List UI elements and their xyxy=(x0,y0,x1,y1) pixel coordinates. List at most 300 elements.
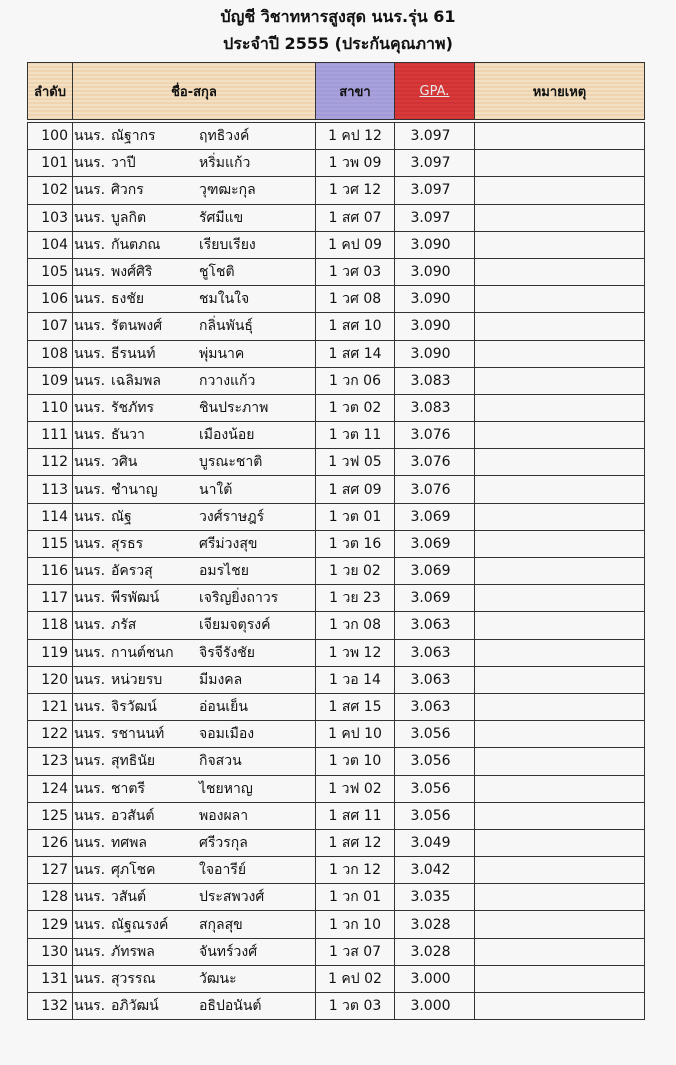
last-name: บูรณะชาติ xyxy=(199,454,263,471)
table-row xyxy=(28,639,645,666)
name-prefix: นนร. xyxy=(74,427,106,444)
row-name xyxy=(73,857,316,884)
row-name xyxy=(73,150,316,177)
row-name xyxy=(73,313,316,340)
table-row xyxy=(28,177,645,204)
row-name xyxy=(73,938,316,965)
row-name xyxy=(73,884,316,911)
name-prefix: นนร. xyxy=(74,699,106,716)
row-number: 117 xyxy=(28,585,73,612)
table-row xyxy=(28,476,645,503)
row-number: 109 xyxy=(28,367,73,394)
last-name: กลิ่นพันธุ์ xyxy=(199,318,253,335)
row-name xyxy=(73,993,316,1020)
row-branch: 1 วศ 08 xyxy=(316,286,395,313)
row-remark xyxy=(475,558,645,585)
first-name: ณัฐ xyxy=(111,508,132,525)
row-number: 112 xyxy=(28,449,73,476)
row-gpa: 3.042 xyxy=(395,857,475,884)
row-gpa: 3.097 xyxy=(395,204,475,231)
row-name xyxy=(73,639,316,666)
last-name: วุฑฒะกุล xyxy=(199,182,256,199)
row-number: 131 xyxy=(28,965,73,992)
row-branch: 1 สศ 07 xyxy=(316,204,395,231)
row-remark xyxy=(475,394,645,421)
table-row xyxy=(28,802,645,829)
row-remark xyxy=(475,829,645,856)
last-name: เจียมจตุรงค์ xyxy=(199,617,271,634)
row-number: 132 xyxy=(28,993,73,1020)
first-name: อภิวัฒน์ xyxy=(111,998,159,1015)
table-row xyxy=(28,857,645,884)
row-number: 118 xyxy=(28,612,73,639)
row-name xyxy=(73,721,316,748)
row-gpa: 3.028 xyxy=(395,938,475,965)
row-gpa: 3.056 xyxy=(395,775,475,802)
last-name: อมรไชย xyxy=(199,563,249,580)
last-name: ประสพวงศ์ xyxy=(199,889,265,906)
table-row xyxy=(28,612,645,639)
row-remark xyxy=(475,693,645,720)
last-name: ศรีม่วงสุข xyxy=(199,535,258,552)
row-name xyxy=(73,340,316,367)
row-name xyxy=(73,666,316,693)
row-gpa: 3.090 xyxy=(395,286,475,313)
row-remark xyxy=(475,585,645,612)
row-branch: 1 วต 01 xyxy=(316,503,395,530)
table-header xyxy=(28,63,645,123)
first-name: พงศ์ศิริ xyxy=(111,264,153,281)
row-name xyxy=(73,449,316,476)
table-row xyxy=(28,911,645,938)
row-remark xyxy=(475,748,645,775)
header-remark: หมายเหตุ xyxy=(475,63,645,120)
table-row xyxy=(28,394,645,421)
row-gpa: 3.083 xyxy=(395,367,475,394)
name-prefix: นนร. xyxy=(74,726,106,743)
row-branch: 1 คป 09 xyxy=(316,231,395,258)
row-branch: 1 วต 11 xyxy=(316,422,395,449)
row-branch: 1 สศ 12 xyxy=(316,829,395,856)
name-prefix: นนร. xyxy=(74,209,106,226)
row-remark xyxy=(475,258,645,285)
row-branch: 1 สศ 11 xyxy=(316,802,395,829)
row-number: 125 xyxy=(28,802,73,829)
row-name xyxy=(73,177,316,204)
first-name: ภรัส xyxy=(111,617,137,634)
row-branch: 1 วต 03 xyxy=(316,993,395,1020)
name-prefix: นนร. xyxy=(74,590,106,607)
first-name: สุรธร xyxy=(111,535,144,552)
table-row xyxy=(28,748,645,775)
table-row xyxy=(28,775,645,802)
first-name: ภัทรพล xyxy=(111,943,155,960)
first-name: รัตนพงศ์ xyxy=(111,318,163,335)
first-name: วศิน xyxy=(111,454,138,471)
document-subtitle: ประจำปี 2555 (ประกันคุณภาพ) xyxy=(223,34,453,53)
row-branch: 1 วก 12 xyxy=(316,857,395,884)
row-gpa: 3.097 xyxy=(395,177,475,204)
row-remark xyxy=(475,802,645,829)
row-gpa: 3.083 xyxy=(395,394,475,421)
name-prefix: นนร. xyxy=(74,617,106,634)
row-gpa: 3.069 xyxy=(395,503,475,530)
row-number: 116 xyxy=(28,558,73,585)
row-name xyxy=(73,558,316,585)
row-name xyxy=(73,965,316,992)
table-row xyxy=(28,258,645,285)
row-remark xyxy=(475,204,645,231)
first-name: ชำนาญ xyxy=(111,481,158,498)
row-branch: 1 สศ 15 xyxy=(316,693,395,720)
row-name xyxy=(73,503,316,530)
row-number: 124 xyxy=(28,775,73,802)
last-name: จิรจีรังชัย xyxy=(199,644,255,661)
row-remark xyxy=(475,965,645,992)
name-prefix: นนร. xyxy=(74,345,106,362)
name-prefix: นนร. xyxy=(74,563,106,580)
row-gpa: 3.000 xyxy=(395,993,475,1020)
last-name: นาใต้ xyxy=(199,481,233,498)
last-name: ชมในใจ xyxy=(199,291,250,308)
row-gpa: 3.063 xyxy=(395,693,475,720)
row-remark xyxy=(475,367,645,394)
first-name: วสันต์ xyxy=(111,889,147,906)
first-name: ศิวกร xyxy=(111,182,144,199)
row-number: 110 xyxy=(28,394,73,421)
last-name: เจริญยิ่งถาวร xyxy=(199,590,279,607)
first-name: สุวรรณ xyxy=(111,970,156,987)
first-name: ชาตรี xyxy=(111,780,145,797)
row-number: 113 xyxy=(28,476,73,503)
name-prefix: นนร. xyxy=(74,372,106,389)
row-name xyxy=(73,775,316,802)
row-name xyxy=(73,612,316,639)
table-row xyxy=(28,884,645,911)
first-name: ธันวา xyxy=(111,427,145,444)
first-name: ณัฐากร xyxy=(111,128,156,145)
name-prefix: นนร. xyxy=(74,481,106,498)
row-remark xyxy=(475,123,645,150)
row-number: 122 xyxy=(28,721,73,748)
row-number: 100 xyxy=(28,123,73,150)
row-gpa: 3.063 xyxy=(395,666,475,693)
name-prefix: นนร. xyxy=(74,318,106,335)
table-row xyxy=(28,313,645,340)
row-name xyxy=(73,123,316,150)
row-number: 111 xyxy=(28,422,73,449)
table-row xyxy=(28,721,645,748)
row-remark xyxy=(475,530,645,557)
last-name: อ่อนเย็น xyxy=(199,699,248,716)
last-name: พองผลา xyxy=(199,807,249,824)
table-row xyxy=(28,829,645,856)
row-name xyxy=(73,911,316,938)
table-row xyxy=(28,123,645,150)
name-prefix: นนร. xyxy=(74,236,106,253)
first-name: ศุภโชค xyxy=(111,862,156,879)
row-number: 123 xyxy=(28,748,73,775)
last-name: รัศมีแข xyxy=(199,209,244,226)
row-gpa: 3.097 xyxy=(395,150,475,177)
row-remark xyxy=(475,286,645,313)
row-remark xyxy=(475,422,645,449)
name-prefix: นนร. xyxy=(74,780,106,797)
row-name xyxy=(73,258,316,285)
last-name: พุ่มนาค xyxy=(199,345,245,362)
table-row xyxy=(28,204,645,231)
row-gpa: 3.056 xyxy=(395,721,475,748)
last-name: กิจสวน xyxy=(199,753,242,770)
row-remark xyxy=(475,503,645,530)
last-name: มีมงคล xyxy=(199,671,243,688)
row-gpa: 3.090 xyxy=(395,313,475,340)
row-branch: 1 วส 07 xyxy=(316,938,395,965)
row-number: 108 xyxy=(28,340,73,367)
name-prefix: นนร. xyxy=(74,834,106,851)
first-name: เฉลิมพล xyxy=(111,372,161,389)
row-remark xyxy=(475,721,645,748)
row-branch: 1 สศ 14 xyxy=(316,340,395,367)
table-row xyxy=(28,530,645,557)
table-row xyxy=(28,585,645,612)
row-remark xyxy=(475,666,645,693)
last-name: ชินประภาพ xyxy=(199,399,269,416)
table-row xyxy=(28,965,645,992)
name-prefix: นนร. xyxy=(74,807,106,824)
first-name: หน่วยรบ xyxy=(111,671,163,688)
row-branch: 1 วฟ 02 xyxy=(316,775,395,802)
first-name: รชานนท์ xyxy=(111,726,165,743)
row-branch: 1 วก 10 xyxy=(316,911,395,938)
row-branch: 1 สศ 09 xyxy=(316,476,395,503)
row-remark xyxy=(475,150,645,177)
table-row xyxy=(28,693,645,720)
first-name: ธีรนนท์ xyxy=(111,345,156,362)
row-gpa: 3.069 xyxy=(395,585,475,612)
row-remark xyxy=(475,449,645,476)
row-branch: 1 วก 01 xyxy=(316,884,395,911)
row-remark xyxy=(475,177,645,204)
row-number: 126 xyxy=(28,829,73,856)
row-remark xyxy=(475,612,645,639)
last-name: สกุลสุข xyxy=(199,916,243,933)
document-title: บัญชี วิชาทหารสูงสุด นนร.รุ่น 61 xyxy=(220,7,456,26)
row-gpa: 3.028 xyxy=(395,911,475,938)
row-name xyxy=(73,394,316,421)
table-row xyxy=(28,340,645,367)
first-name: ณัฐณรงค์ xyxy=(111,916,169,933)
row-branch: 1 วศ 12 xyxy=(316,177,395,204)
row-gpa: 3.069 xyxy=(395,558,475,585)
row-name xyxy=(73,693,316,720)
last-name: กวางแก้ว xyxy=(199,372,256,389)
row-branch: 1 คป 10 xyxy=(316,721,395,748)
row-branch: 1 วพ 09 xyxy=(316,150,395,177)
last-name: จอมเมือง xyxy=(199,726,255,743)
header-no: ลำดับ xyxy=(28,63,73,120)
row-gpa: 3.090 xyxy=(395,340,475,367)
row-name xyxy=(73,802,316,829)
row-branch: 1 คป 02 xyxy=(316,965,395,992)
row-branch: 1 วก 06 xyxy=(316,367,395,394)
row-name xyxy=(73,422,316,449)
table-row xyxy=(28,422,645,449)
row-gpa: 3.000 xyxy=(395,965,475,992)
row-gpa: 3.035 xyxy=(395,884,475,911)
name-prefix: นนร. xyxy=(74,508,106,525)
row-remark xyxy=(475,775,645,802)
row-gpa: 3.049 xyxy=(395,829,475,856)
row-gpa: 3.097 xyxy=(395,123,475,150)
name-prefix: นนร. xyxy=(74,916,106,933)
row-gpa: 3.076 xyxy=(395,422,475,449)
table-row xyxy=(28,150,645,177)
row-gpa: 3.063 xyxy=(395,639,475,666)
row-gpa: 3.056 xyxy=(395,802,475,829)
name-prefix: นนร. xyxy=(74,970,106,987)
row-number: 101 xyxy=(28,150,73,177)
last-name: ใจอารีย์ xyxy=(199,862,247,879)
header-branch: สาขา xyxy=(316,63,395,120)
row-remark xyxy=(475,938,645,965)
first-name: สุทธินัย xyxy=(111,753,156,770)
row-gpa: 3.063 xyxy=(395,612,475,639)
name-prefix: นนร. xyxy=(74,862,106,879)
row-number: 127 xyxy=(28,857,73,884)
table-row xyxy=(28,449,645,476)
header-gpa: GPA. xyxy=(395,63,475,120)
last-name: ฤทธิวงค์ xyxy=(199,128,250,145)
row-gpa: 3.090 xyxy=(395,258,475,285)
name-prefix: นนร. xyxy=(74,454,106,471)
first-name: ทศพล xyxy=(111,834,147,851)
row-number: 129 xyxy=(28,911,73,938)
name-prefix: นนร. xyxy=(74,399,106,416)
last-name: เรียบเรียง xyxy=(199,236,256,253)
last-name: วัฒนะ xyxy=(199,970,237,987)
name-prefix: นนร. xyxy=(74,644,106,661)
row-branch: 1 วย 02 xyxy=(316,558,395,585)
row-remark xyxy=(475,884,645,911)
row-number: 120 xyxy=(28,666,73,693)
first-name: จิรวัฒน์ xyxy=(111,699,157,716)
table-row xyxy=(28,666,645,693)
last-name: อธิปอนันต์ xyxy=(199,998,262,1015)
row-branch: 1 วพ 12 xyxy=(316,639,395,666)
name-prefix: นนร. xyxy=(74,155,106,172)
row-name xyxy=(73,286,316,313)
name-prefix: นนร. xyxy=(74,182,106,199)
first-name: บูลกิต xyxy=(111,209,147,226)
first-name: อัครวสุ xyxy=(111,563,153,580)
row-number: 103 xyxy=(28,204,73,231)
row-branch: 1 สศ 10 xyxy=(316,313,395,340)
name-prefix: นนร. xyxy=(74,535,106,552)
row-branch: 1 คป 12 xyxy=(316,123,395,150)
name-prefix: นนร. xyxy=(74,291,106,308)
row-remark xyxy=(475,340,645,367)
row-branch: 1 วต 16 xyxy=(316,530,395,557)
last-name: เมืองน้อย xyxy=(199,427,255,444)
table-body xyxy=(28,123,645,1020)
name-prefix: นนร. xyxy=(74,998,106,1015)
last-name: ไชยหาญ xyxy=(199,780,253,797)
ranking-table xyxy=(27,62,645,1020)
row-branch: 1 วต 10 xyxy=(316,748,395,775)
row-branch: 1 วต 02 xyxy=(316,394,395,421)
row-gpa: 3.056 xyxy=(395,748,475,775)
table-row xyxy=(28,367,645,394)
row-name xyxy=(73,231,316,258)
row-branch: 1 วย 23 xyxy=(316,585,395,612)
name-prefix: นนร. xyxy=(74,671,106,688)
row-gpa: 3.090 xyxy=(395,231,475,258)
row-name xyxy=(73,204,316,231)
row-gpa: 3.069 xyxy=(395,530,475,557)
table-row xyxy=(28,286,645,313)
first-name: กันตภณ xyxy=(111,236,161,253)
row-number: 114 xyxy=(28,503,73,530)
table-row xyxy=(28,938,645,965)
row-name xyxy=(73,748,316,775)
row-number: 102 xyxy=(28,177,73,204)
header-name: ชื่อ-สกุล xyxy=(73,63,316,120)
first-name: กานต์ชนก xyxy=(111,644,174,661)
name-prefix: นนร. xyxy=(74,753,106,770)
first-name: พีรพัฒน์ xyxy=(111,590,160,607)
name-prefix: นนร. xyxy=(74,943,106,960)
row-gpa: 3.076 xyxy=(395,449,475,476)
row-branch: 1 วศ 03 xyxy=(316,258,395,285)
last-name: วงศ์ราษฎร์ xyxy=(199,508,265,525)
row-number: 121 xyxy=(28,693,73,720)
row-number: 130 xyxy=(28,938,73,965)
table-row xyxy=(28,558,645,585)
row-remark xyxy=(475,476,645,503)
last-name: ชูโชติ xyxy=(199,264,235,281)
name-prefix: นนร. xyxy=(74,889,106,906)
row-number: 128 xyxy=(28,884,73,911)
row-name xyxy=(73,367,316,394)
table-row xyxy=(28,993,645,1020)
row-remark xyxy=(475,639,645,666)
row-number: 115 xyxy=(28,530,73,557)
table-row xyxy=(28,503,645,530)
first-name: รัชภัทร xyxy=(111,399,154,416)
row-name xyxy=(73,476,316,503)
row-branch: 1 วฟ 05 xyxy=(316,449,395,476)
row-gpa: 3.076 xyxy=(395,476,475,503)
last-name: หริ่มแก้ว xyxy=(199,155,251,172)
table-row xyxy=(28,231,645,258)
row-number: 105 xyxy=(28,258,73,285)
row-remark xyxy=(475,313,645,340)
row-remark xyxy=(475,993,645,1020)
name-prefix: นนร. xyxy=(74,264,106,281)
first-name: ธงชัย xyxy=(111,291,145,308)
row-remark xyxy=(475,911,645,938)
row-number: 104 xyxy=(28,231,73,258)
row-name xyxy=(73,585,316,612)
row-branch: 1 วอ 14 xyxy=(316,666,395,693)
row-remark xyxy=(475,231,645,258)
last-name: ศรีวรกุล xyxy=(199,834,248,851)
last-name: จันทร์วงศ์ xyxy=(199,943,258,960)
row-branch: 1 วก 08 xyxy=(316,612,395,639)
row-number: 106 xyxy=(28,286,73,313)
row-number: 107 xyxy=(28,313,73,340)
